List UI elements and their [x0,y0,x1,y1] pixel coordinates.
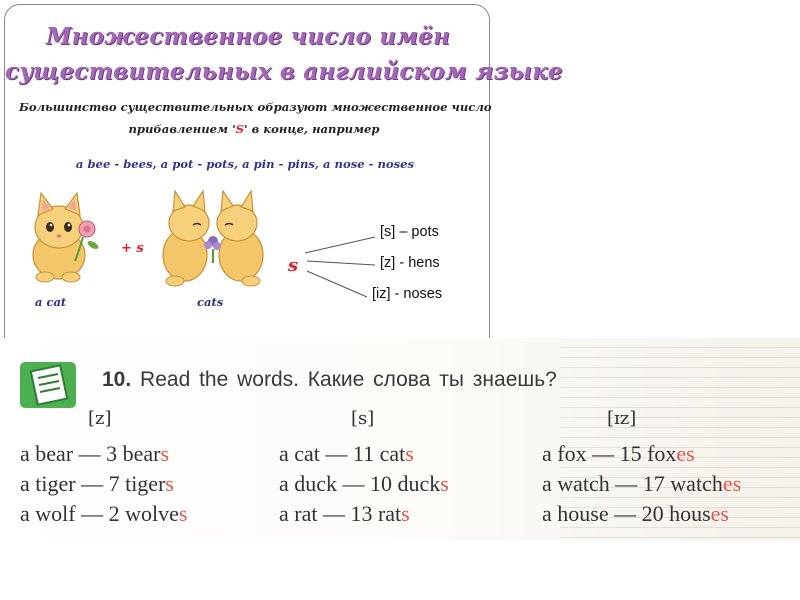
column-header-s: [s] [351,408,375,429]
grammar-card [4,4,563,362]
label-cats: cats [197,295,224,309]
plural-ending: s [160,441,170,466]
plural-ending: es [710,501,729,526]
label-a-cat: a cat [35,295,67,309]
column-header-iz: [ɪz] [607,408,637,429]
card-title-line2: существительных в английском языке [5,58,563,85]
plural-ending: s [405,441,414,466]
word-item: a watch — 17 watches [542,471,742,496]
kitten-image [21,189,107,285]
two-kittens-image [153,189,273,289]
pronunciation-arrows [301,227,381,307]
word-item: a duck — 10 ducks [279,471,449,496]
word-item: a cat — 11 cats [279,441,414,466]
word-item: a tiger — 7 tigers [20,471,174,496]
plural-s-symbol: s [288,255,299,276]
plural-ending: s [440,471,449,496]
example-list: a bee - bees, a pot - pots, a pin - pins, a nose - noses [75,157,415,171]
notebook-icon [18,360,78,410]
word-item: a bear — 3 bears [20,441,170,466]
plus-s-label: + s [121,241,144,256]
rule-s-letter: S [235,122,245,136]
plural-ending: es [722,471,742,496]
word-item: a wolf — 2 wolves [20,501,188,526]
word-item: a fox — 15 foxes [542,441,695,466]
rule-text-line1: Большинство существительных образуют множественное число [19,100,492,114]
card-title-line1: Множественное число имён [46,23,450,50]
exercise-instruction: Read the words. Какие слова ты знаешь? [140,368,557,391]
plural-ending: es [676,441,695,466]
plural-ending: s [165,471,174,496]
sound-s-example: [s] – pots [380,224,439,240]
column-header-z: [z] [88,408,112,429]
word-item: a house — 20 houses [542,501,729,526]
plural-ending: s [401,501,410,526]
sound-iz-example: [iz] - noses [372,286,443,302]
exercise-heading [102,368,557,392]
plural-ending: s [178,501,188,526]
exercise-number: 10. [102,368,132,391]
word-item: a rat — 13 rats [279,501,410,526]
rule-text-line2: прибавлением 'S' в конце, например [128,122,380,136]
sound-z-example: [z] - hens [380,255,440,271]
